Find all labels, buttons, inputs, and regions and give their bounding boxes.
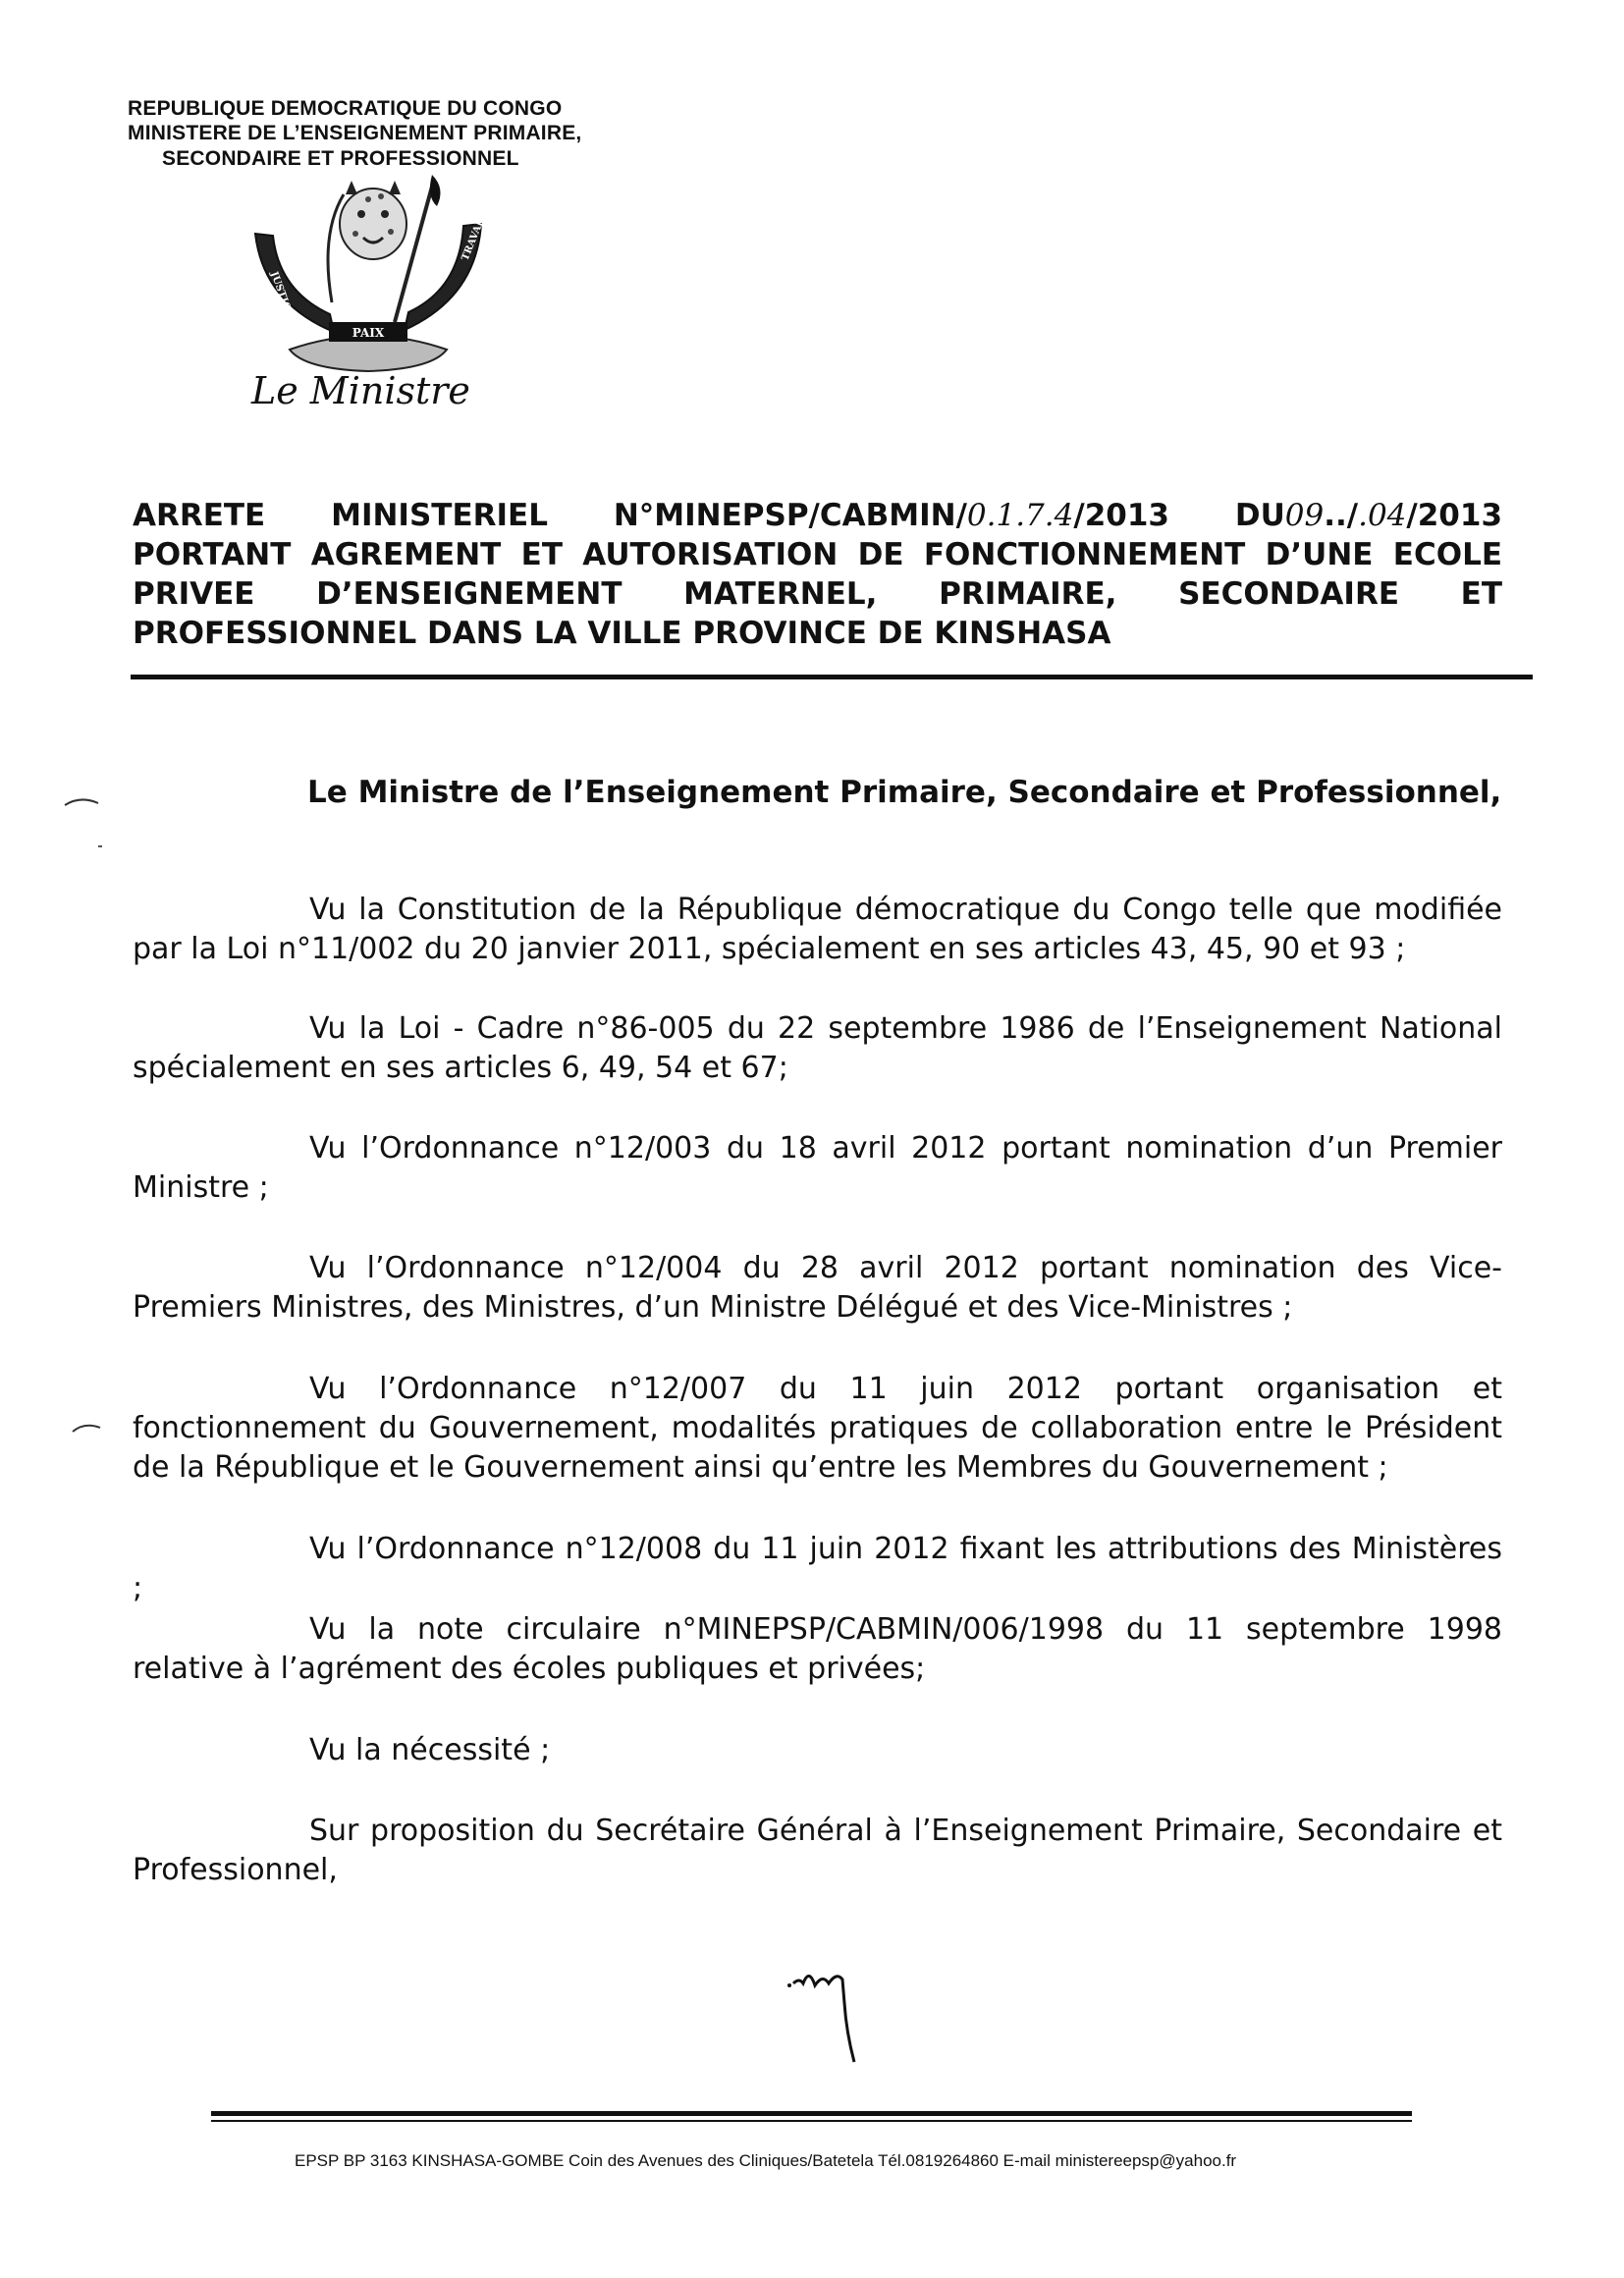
motto-travail: TRAVAIL bbox=[460, 213, 489, 263]
decree-month-handwritten: .04 bbox=[1358, 498, 1407, 533]
coat-of-arms-icon bbox=[236, 175, 501, 381]
title-divider bbox=[131, 675, 1533, 679]
decree-word-ministeriel: MINISTERIEL bbox=[331, 498, 548, 533]
footer-divider-thin bbox=[211, 2120, 1412, 2122]
footer-contact: EPSP BP 3163 KINSHASA-GOMBE Coin des Avenues des Cliniques/Batetela Tél.0819264860 E-mail ministereepsp@yahoo.fr bbox=[295, 2151, 1237, 2170]
recital-2: Vu la Loi - Cadre n°86-005 du 22 septembre 1986 de l’Enseignement National spécialement en ses articles 6, 49, 54 et 67; bbox=[133, 1011, 1502, 1085]
decree-title-line4: PROFESSIONNEL DANS LA VILLE PROVINCE DE KINSHASA bbox=[133, 616, 1111, 651]
decree-title-line1 bbox=[133, 497, 1502, 534]
decree-title-line3: PRIVEE D’ENSEIGNEMENT MATERNEL, PRIMAIRE, SECONDAIRE ET bbox=[133, 576, 1502, 612]
decree-date: DU09../.04/2013 bbox=[1234, 498, 1503, 533]
recital-5: Vu l’Ordonnance n°12/007 du 11 juin 2012 portant organisation et fonctionnement du Gouvernement, modalités pratiques de collaboration entre le Président de la République et le Gouvernement ainsi qu’entre les Membres du Gouvernement ; bbox=[133, 1372, 1502, 1485]
recital-6: Vu l’Ordonnance n°12/008 du 11 juin 2012 fixant les attributions des Ministères ; bbox=[133, 1532, 1502, 1605]
ministry-name: MINISTERE DE L’ENSEIGNEMENT PRIMAIRE, bbox=[128, 122, 582, 144]
decree-number-handwritten: 0.1.7.4 bbox=[966, 498, 1074, 533]
footer-divider-thick bbox=[211, 2111, 1412, 2116]
decree-word-arrete: ARRETE bbox=[133, 498, 266, 533]
recital-3: Vu l’Ordonnance n°12/003 du 18 avril 2012 portant nomination d’un Premier Ministre ; bbox=[133, 1131, 1502, 1205]
country-name: REPUBLIQUE DEMOCRATIQUE DU CONGO bbox=[128, 97, 563, 120]
ministry-name-cont: SECONDAIRE ET PROFESSIONNEL bbox=[162, 147, 519, 170]
signature-title: Le Ministre bbox=[251, 369, 470, 412]
minister-heading: Le Ministre de l’Enseignement Primaire, Secondaire et Professionnel, bbox=[307, 775, 1502, 810]
scan-mark-icon bbox=[59, 766, 118, 894]
initials-signature-icon bbox=[785, 1964, 874, 2072]
scan-mark-2-icon bbox=[69, 1414, 108, 1443]
recital-8: Vu la nécessité ; bbox=[309, 1733, 551, 1767]
motto-justice: JUSTICE bbox=[268, 270, 296, 319]
decree-day-handwritten: 09 bbox=[1284, 498, 1325, 533]
recital-7: Vu la note circulaire n°MINEPSP/CABMIN/006/1998 du 11 septembre 1998 relative à l’agrément des écoles publiques et privées; bbox=[133, 1612, 1502, 1686]
recital-9: Sur proposition du Secrétaire Général à l’Enseignement Primaire, Secondaire et Professionnel, bbox=[133, 1814, 1502, 1887]
motto-paix: PAIX bbox=[352, 326, 385, 340]
decree-number: N°MINEPSP/CABMIN/0.1.7.4/2013 bbox=[613, 498, 1169, 533]
recital-1: Vu la Constitution de la République démocratique du Congo telle que modifiée par la Loi n°11/002 du 20 janvier 2011, spécialement en ses articles 43, 45, 90 et 93 ; bbox=[133, 893, 1502, 966]
recital-4: Vu l’Ordonnance n°12/004 du 28 avril 2012 portant nomination des Vice-Premiers Ministres, des Ministres, d’un Ministre Délégué et des Vice-Ministres ; bbox=[133, 1251, 1502, 1325]
decree-title-line2: PORTANT AGREMENT ET AUTORISATION DE FONCTIONNEMENT D’UNE ECOLE bbox=[133, 537, 1502, 572]
